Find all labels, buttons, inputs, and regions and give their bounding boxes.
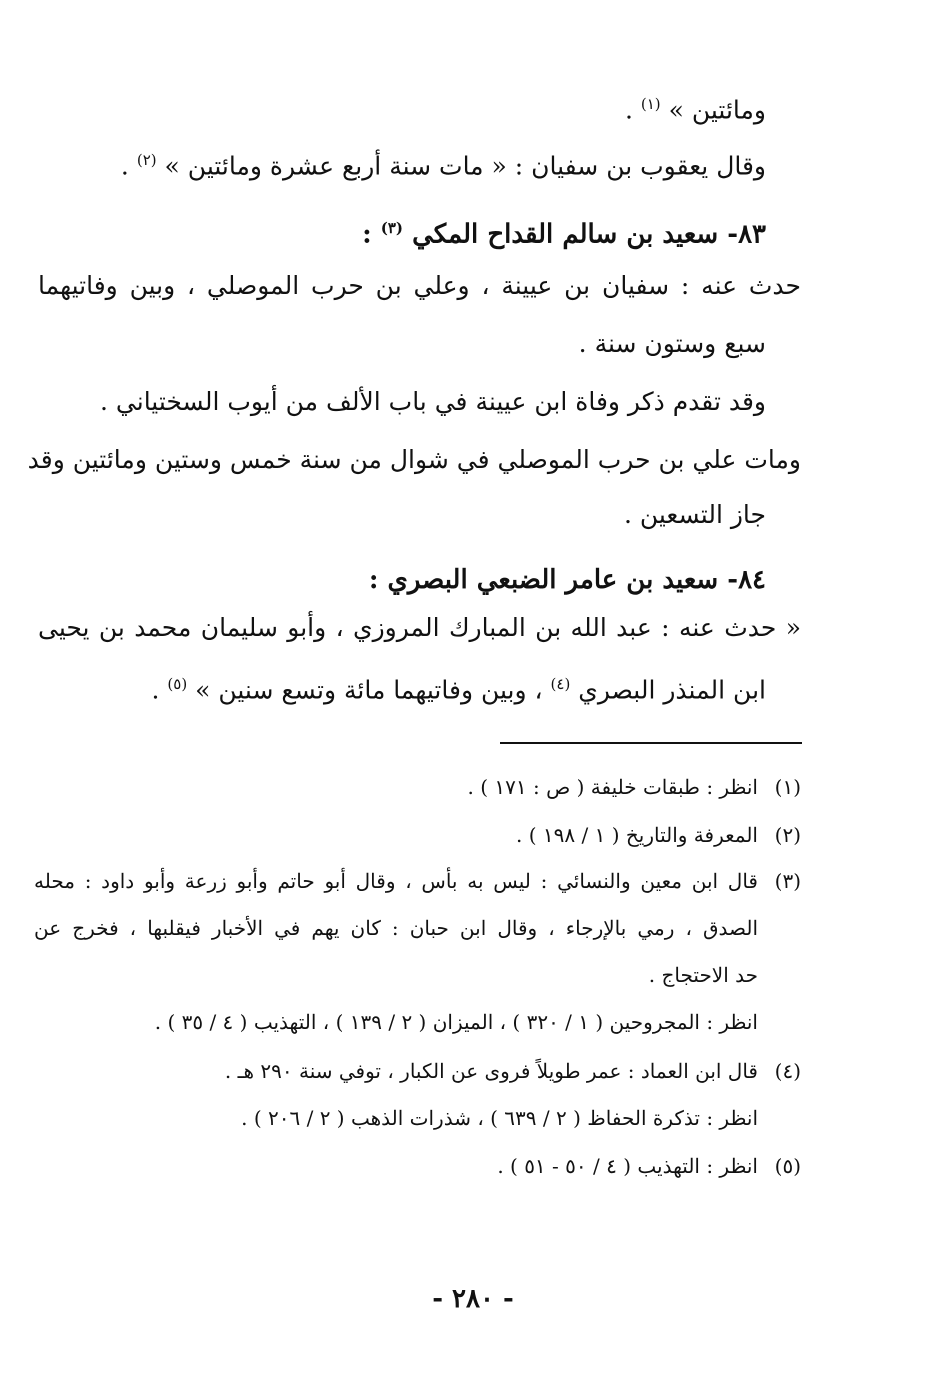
body-line-p83-5: جاز التسعين . xyxy=(623,500,766,529)
body-text: وقال يعقوب بن سفيان : « مات سنة أربع عشرة ومائتين » xyxy=(156,151,766,181)
footnote-3-line-3: حد الاحتجاج . xyxy=(648,963,758,987)
footnote-number: (٥) xyxy=(774,1154,801,1178)
footnote-3-line-2: الصدق ، رمي بالإرجاء ، وقال ابن حبان : كان يهم في الأخبار فيقلبها ، فخرج عن xyxy=(34,916,758,940)
footnote-1: انظر : طبقات خليفة ( ص : ١٧١ ) . xyxy=(467,775,758,799)
footnote-marker: (٤) xyxy=(550,675,571,693)
footnote-marker: (٥) xyxy=(167,675,188,693)
body-line-p83-1: حدث عنه : سفيان بن عيينة ، وعلي بن حرب الموصلي ، وبين وفاتيهما xyxy=(38,271,801,300)
footnote-4-line-1: قال ابن العماد : عمر طويلاً فروى عن الكبار ، توفي سنة ٢٩٠ هـ . xyxy=(224,1059,758,1083)
body-text: ومائتين » xyxy=(660,95,766,125)
entry-heading-84: ٨٤- سعيد بن عامر الضبعي البصري : xyxy=(368,565,766,595)
page-number: - ٢٨٠ - xyxy=(432,1284,514,1314)
body-line-1 xyxy=(625,86,766,128)
heading-text: : xyxy=(362,219,381,250)
body-line-p84-2 xyxy=(151,666,766,708)
body-line-p83-3: وقد تقدم ذكر وفاة ابن عيينة في باب الألف من أيوب السختياني . xyxy=(100,387,766,416)
body-line-p84-1: « حدث عنه : عبد الله بن المبارك المروزي ، وأبو سليمان محمد بن يحيى xyxy=(38,613,801,642)
body-text: ابن المنذر البصري xyxy=(570,675,766,705)
body-text: . xyxy=(120,151,137,181)
body-line-p83-2: سبع وستون سنة . xyxy=(578,329,766,358)
body-text: . xyxy=(151,675,168,705)
footnote-separator xyxy=(500,742,802,744)
body-text: . xyxy=(624,95,641,125)
body-line-p83-4: ومات علي بن حرب الموصلي في شوال من سنة خمس وستين ومائتين وقد xyxy=(27,445,801,474)
footnote-2: المعرفة والتاريخ ( ١ / ١٩٨ ) . xyxy=(516,823,758,847)
footnote-marker: (٢) xyxy=(136,151,157,169)
footnote-number: (٣) xyxy=(774,869,801,893)
footnote-3-line-1: قال ابن معين والنسائي : ليس به بأس ، وقال أبو حاتم وأبو زرعة وأبو داود : محله xyxy=(34,869,758,893)
footnote-number: (١) xyxy=(774,775,801,799)
footnote-marker: (٣) xyxy=(380,219,404,237)
footnote-number: (٢) xyxy=(774,823,801,847)
footnote-5: انظر : التهذيب ( ٤ / ٥٠ - ٥١ ) . xyxy=(497,1154,758,1178)
heading-text: ٨٣- سعيد بن سالم القداح المكي xyxy=(403,219,766,250)
footnote-4-line-2: انظر : تذكرة الحفاظ ( ٢ / ٦٣٩ ) ، شذرات الذهب ( ٢ / ٢٠٦ ) . xyxy=(241,1106,758,1130)
entry-heading-83 xyxy=(362,210,766,253)
body-text: ، وبين وفاتيهما مائة وتسع سنين » xyxy=(187,675,551,705)
footnote-number: (٤) xyxy=(774,1059,801,1083)
footnote-marker: (١) xyxy=(640,95,661,113)
footnote-3-line-4: انظر : المجروحين ( ١ / ٣٢٠ ) ، الميزان ( ٢ / ١٣٩ ) ، التهذيب ( ٤ / ٣٥ ) . xyxy=(154,1010,758,1034)
body-line-2 xyxy=(121,142,766,184)
